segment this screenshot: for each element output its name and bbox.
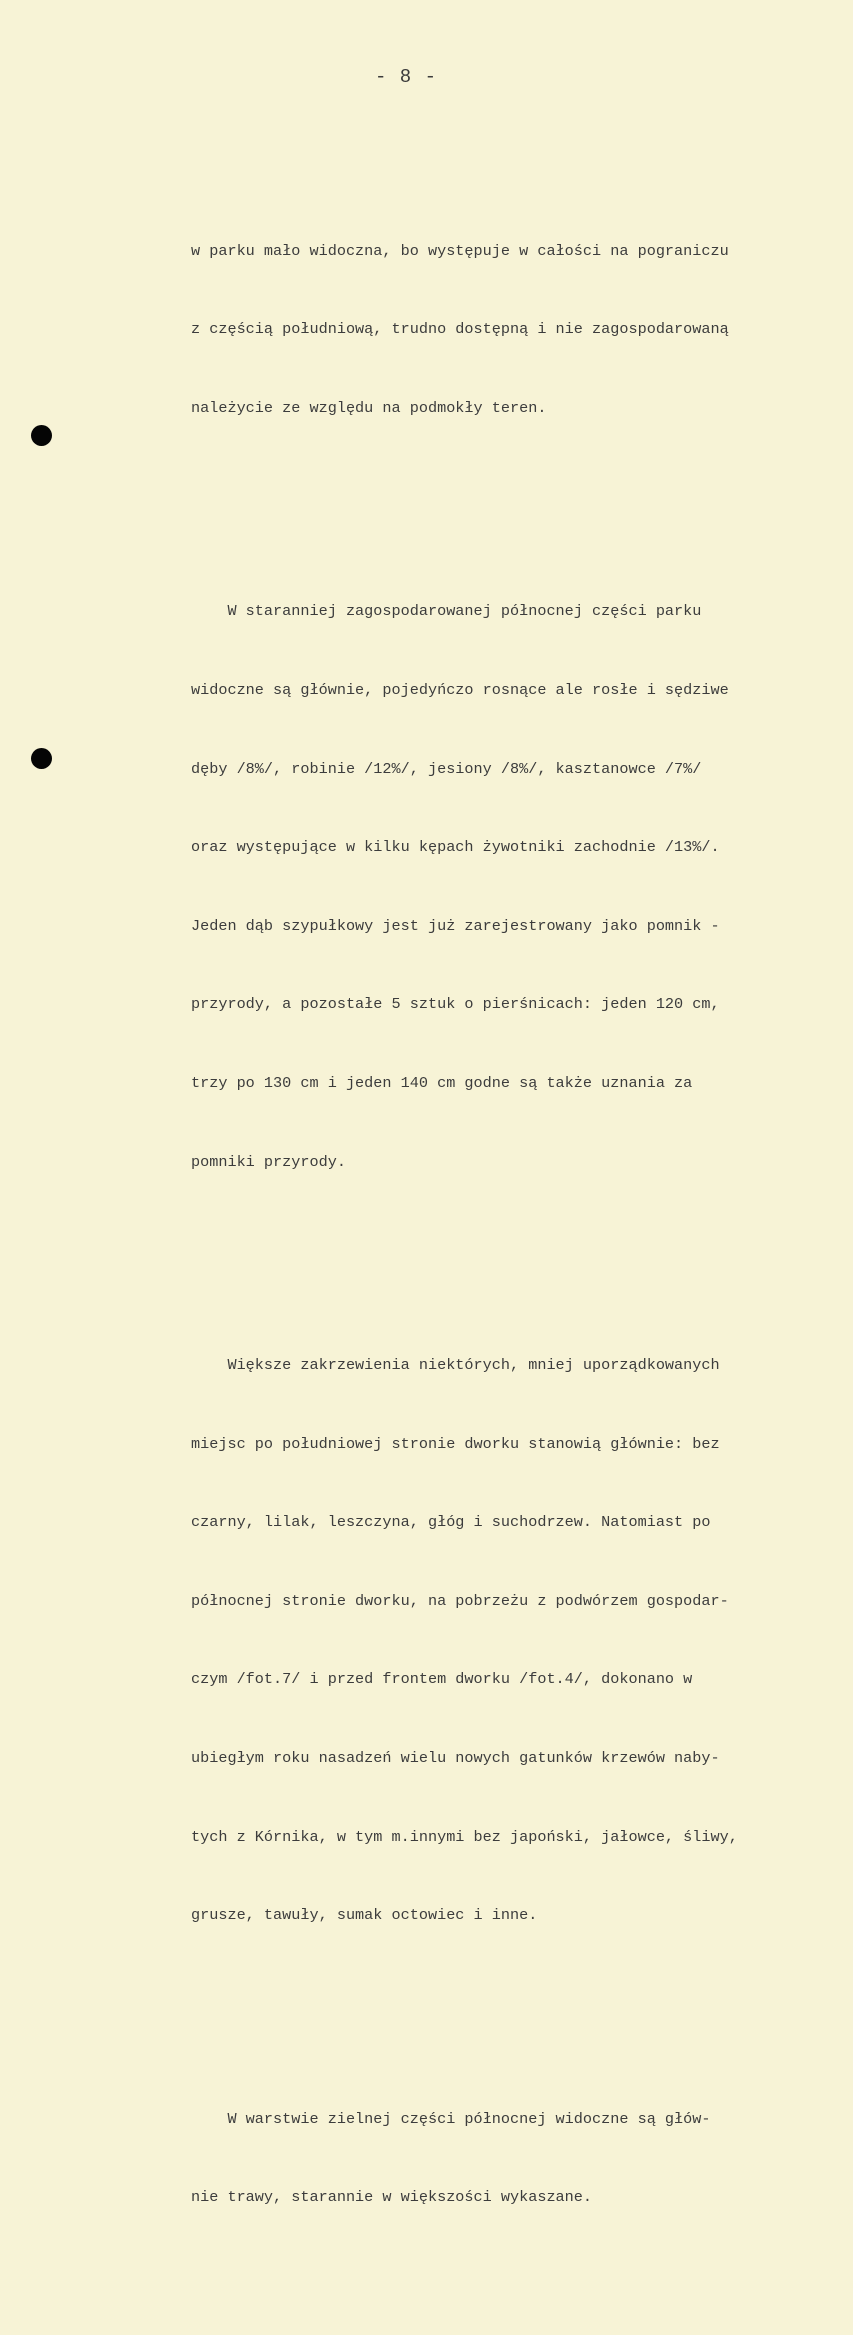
page-number: - 8 - bbox=[375, 66, 438, 88]
text-line: W staranniej zagospodarowanej północnej części parku bbox=[191, 602, 702, 621]
text-line: ubiegłym roku nasadzeń wielu nowych gatunków krzewów naby- bbox=[191, 1748, 720, 1767]
text-line: z częścią południową, trudno dostępną i nie zagospodarowaną bbox=[191, 320, 729, 339]
text-line: Jeden dąb szypułkowy jest już zarejestrowany jako pomnik - bbox=[191, 916, 720, 935]
paragraph bbox=[191, 2053, 841, 2263]
text-line: pomniki przyrody. bbox=[191, 1152, 346, 1171]
paragraph bbox=[191, 546, 841, 1227]
text-line: oraz występujące w kilku kępach żywotniki zachodnie /13%/. bbox=[191, 838, 720, 857]
document-body bbox=[191, 133, 841, 2335]
text-line: należycie ze względu na podmokły teren. bbox=[191, 399, 547, 417]
text-line: północnej stronie dworku, na pobrzeżu z podwórzem gospodar- bbox=[191, 1591, 729, 1610]
text-line: widoczne są głównie, pojedyńczo rosnące ale rosłe i sędziwe bbox=[191, 681, 729, 699]
text-line: grusze, tawuły, sumak octowiec i inne. bbox=[191, 1906, 538, 1925]
paragraph bbox=[191, 1300, 841, 1981]
text-line: miejsc po południowej stronie dworku stanowią głównie: bez bbox=[191, 1434, 720, 1453]
punch-hole bbox=[31, 425, 52, 446]
text-line: w parku mało widoczna, bo występuje w całości na pograniczu bbox=[191, 241, 729, 260]
text-line: trzy po 130 cm i jeden 140 cm godne są także uznania za bbox=[191, 1073, 693, 1092]
text-line: tych z Kórnika, w tym m.innymi bez japoński, jałowce, śliwy, bbox=[191, 1827, 738, 1846]
text-line: nie trawy, starannie w większości wykaszane. bbox=[191, 2188, 593, 2207]
text-line: przyrody, a pozostałe 5 sztuk o pierśnicach: jeden 120 cm, bbox=[191, 995, 720, 1014]
text-line: Większe zakrzewienia niektórych, mniej uporządkowanych bbox=[191, 1355, 720, 1374]
text-line: W warstwie zielnej części północnej widoczne są głów- bbox=[191, 2109, 711, 2128]
text-line: czym /fot.7/ i przed frontem dworku /fot.4/, dokonano w bbox=[191, 1670, 693, 1689]
paragraph bbox=[191, 185, 841, 473]
text-line: czarny, lilak, leszczyna, głóg i suchodrzew. Natomiast po bbox=[191, 1513, 711, 1532]
punch-hole bbox=[31, 748, 52, 769]
text-line: dęby /8%/, robinie /12%/, jesiony /8%/, kasztanowce /7%/ bbox=[191, 759, 702, 778]
